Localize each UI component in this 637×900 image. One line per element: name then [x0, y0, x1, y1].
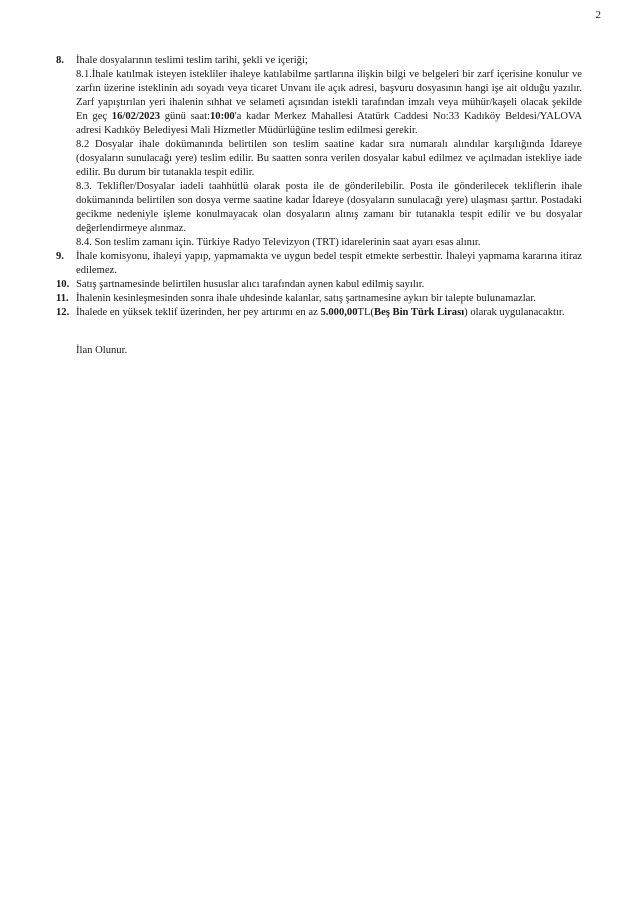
item-number: 10.	[56, 279, 70, 290]
item-number: 9.	[56, 251, 64, 262]
item-11	[50, 292, 582, 306]
deadline-time: 10:00	[209, 111, 235, 122]
item-9	[50, 250, 582, 278]
closing-statement: İlan Olunur.	[76, 345, 128, 356]
item-12: 12. İhalede en yüksek teklif üzerinden, her pey artırımı en az 5.000,00TL(Beş Bin Türk Lirası) olarak uygulanacaktır.	[56, 307, 565, 318]
item-9-text: İhale komisyonu, ihaleyi yapıp, yapmamakta ve uygun bedel tespit etmekte serbesttir. İhaleyi yapmama kararına itiraz edilemez.	[76, 251, 582, 276]
item-8-2-paragraph: 8.2 Dosyalar ihale dokümanında belirtilen son teslim saatine kadar sıra numaralı alındılar karşılığında İdareye (dosyaların sunulacağı yere) teslim edilir. Bu saatten sonra verilen dosyalar kabul edilmez ve açılmadan istekliye iade edilir. Bu durum bir tutanakla tespit edilir.	[76, 139, 582, 178]
document-body	[50, 54, 582, 358]
deadline-date: 16/02/2023	[111, 111, 161, 122]
item-8-1-paragraph: 8.1.İhale katılmak isteyen istekliler ihaleye katılabilme şartlarına ilişkin bilgi ve belgeleri bir zarf içerisine konulur ve zarfın üzerine isteklinin adı soyadı veya ticaret Unvanı ile açık adresi, başvuru dosyasının hangi işe ait olduğu yazılır. Zarf yapıştırılan yeri ihalenin sıhhat ve selameti açısından istekli tarafından imzalı veya mühür/kaşeli olacak şekilde En geç 16/02/2023 günü saat:10:00'a kadar Merkez Mahallesi Atatürk Caddesi No:33 Kadıköy Beldesi/YALOVA adresi Kadıköy Belediyesi Mali Hizmetler Müdürlüğüne teslim edilmesi gerekir.	[76, 69, 582, 136]
bid-increment-words: Beş Bin Türk Lirası	[374, 307, 465, 318]
item-number: 11.	[56, 293, 69, 304]
item-8	[50, 54, 582, 68]
item-8-3-paragraph: 8.3. Teklifler/Dosyalar iadeli taahhütlü olarak posta ile de gönderilebilir. Posta ile gönderilecek tekliflerin ihale dokümanında belirtilen son dosya verme saatine kadar İdareye (dosyaların sunulacağı yere) ulaşması şarttır. Postadaki gecikme nedeniyle işleme konulmayacak olan dosyaların alınış zamanı bir tutanakla tespit edilir ve bu dosyalar değerlendirmeye alınmaz.	[76, 181, 582, 234]
item-11-text: İhalenin kesinleşmesinden sonra ihale uhdesinde kalanlar, satış şartnamesine aykırı bir talepte bulunamazlar.	[76, 293, 536, 304]
page-number: 2	[595, 9, 601, 21]
item-number: 8.	[56, 55, 64, 66]
item-number: 12.	[56, 307, 70, 318]
item-10-text: Satış şartnamesinde belirtilen hususlar alıcı tarafından aynen kabul edilmiş sayılır.	[76, 279, 425, 290]
item-8-heading: İhale dosyalarının teslimi teslim tarihi, şekli ve içeriği;	[76, 55, 308, 66]
item-8-4-paragraph: 8.4. Son teslim zamanı için. Türkiye Radyo Televizyon (TRT) idarelerinin saat ayarı esas alınır.	[76, 237, 481, 248]
bid-increment-amount: 5.000,00	[320, 307, 358, 318]
item-10	[50, 278, 582, 292]
